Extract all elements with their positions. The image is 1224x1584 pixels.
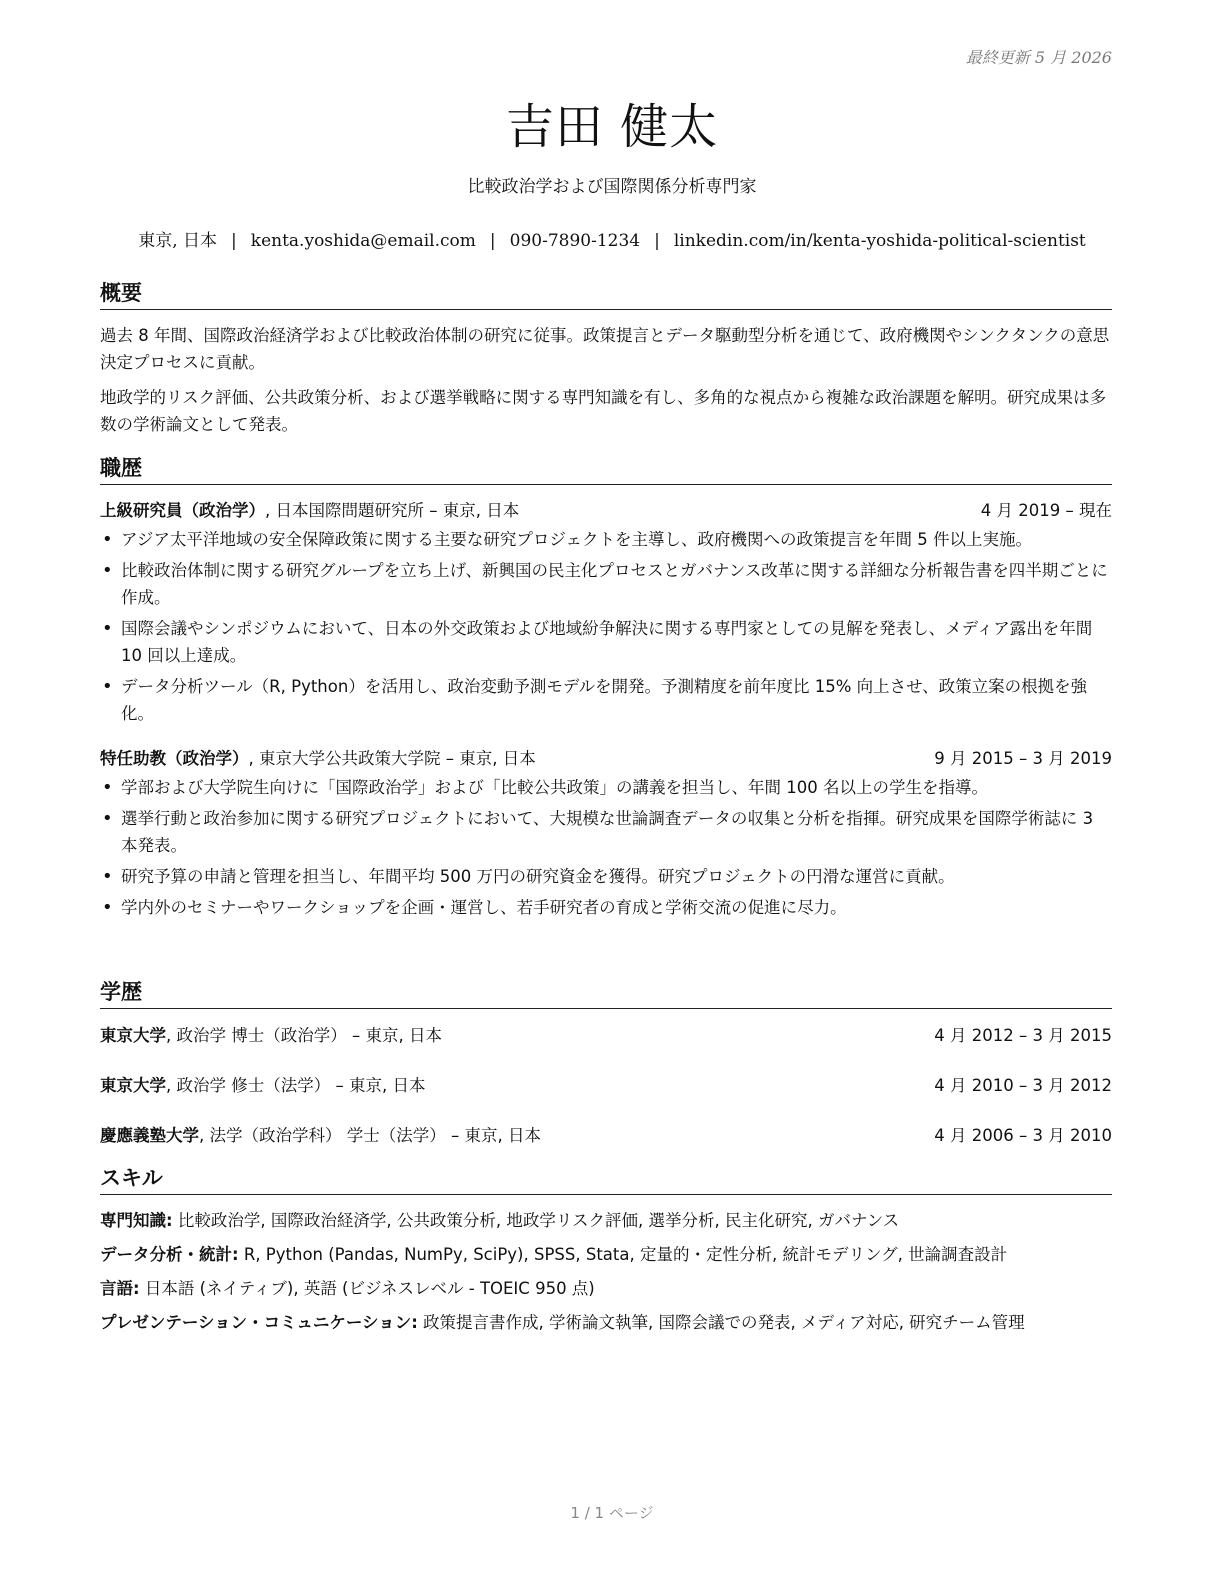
list-item: • 国際会議やシンポジウムにおいて、日本の外交政策および地域紛争解決に関する専門家としての見解を発表し、メディア露出を年間 10 回以上達成。 bbox=[100, 615, 1112, 669]
skill-row bbox=[100, 1241, 1112, 1268]
list-item: • アジア太平洋地域の安全保障政策に関する主要な研究プロジェクトを主導し、政府機関への政策提言を年間 5 件以上実施。 bbox=[100, 526, 1112, 553]
job-header bbox=[100, 745, 1112, 772]
skill-value: R, Python (Pandas, NumPy, SciPy), SPSS, Stata, 定量的・定性分析, 統計モデリング, 世論調査設計 bbox=[238, 1245, 1008, 1264]
job-bullets bbox=[100, 526, 1112, 727]
education-heading: 学歴 bbox=[100, 976, 1112, 1009]
summary-heading: 概要 bbox=[100, 277, 1112, 310]
skill-label: 言語: bbox=[100, 1279, 140, 1298]
page-number: 1 / 1 ページ bbox=[570, 1504, 654, 1522]
person-name: 吉田 健太 bbox=[505, 99, 719, 155]
education-dates: 4 月 2010 – 3 月 2012 bbox=[934, 1076, 1112, 1095]
skill-value: 比較政治学, 国際政治経済学, 公共政策分析, 地政学リスク評価, 選挙分析, 民主化研究, ガバナンス bbox=[172, 1211, 900, 1230]
contact-separator: | bbox=[654, 231, 660, 251]
list-item: • 比較政治体制に関する研究グループを立ち上げ、新興国の民主化プロセスとガバナンス改革に関する詳細な分析報告書を四半期ごとに作成。 bbox=[100, 557, 1112, 611]
contact-phone[interactable]: 090-7890-1234 bbox=[509, 231, 641, 251]
education-entry bbox=[100, 1122, 1112, 1149]
skills-section bbox=[100, 1162, 1112, 1336]
education-school: 東京大学 bbox=[100, 1076, 166, 1095]
job-dates: 4 月 2019 – 現在 bbox=[980, 501, 1112, 520]
job-title: 特任助教（政治学） bbox=[100, 749, 249, 768]
list-item: • データ分析ツール（R, Python）を活用し、政治変動予測モデルを開発。予測精度を前年度比 15% 向上させ、政策立案の根拠を強化。 bbox=[100, 673, 1112, 727]
contact-email[interactable]: kenta.yoshida@email.com bbox=[250, 231, 476, 251]
experience-section bbox=[100, 452, 1112, 925]
skill-label: データ分析・統計: bbox=[100, 1245, 239, 1264]
skill-value: 日本語 (ネイティブ), 英語 (ビジネスレベル - TOEIC 950 点) bbox=[139, 1279, 595, 1298]
skill-value: 政策提言書作成, 学術論文執筆, 国際会議での発表, メディア対応, 研究チーム管理 bbox=[417, 1313, 1025, 1332]
job-organization: , 日本国際問題研究所 – 東京, 日本 bbox=[265, 501, 520, 520]
list-item: • 選挙行動と政治参加に関する研究プロジェクトにおいて、大規模な世論調査データの収集と分析を指揮。研究成果を国際学術誌に 3 本発表。 bbox=[100, 805, 1112, 859]
skill-row bbox=[100, 1275, 1112, 1302]
experience-heading: 職歴 bbox=[100, 452, 1112, 485]
job-entry bbox=[100, 745, 1112, 921]
education-dates: 4 月 2006 – 3 月 2010 bbox=[934, 1126, 1112, 1145]
summary-paragraph: 地政学的リスク評価、公共政策分析、および選挙戦略に関する専門知識を有し、多角的な視点から複雑な政治課題を解明。研究成果は多数の学術論文として発表。 bbox=[100, 388, 1107, 434]
education-section bbox=[100, 976, 1112, 1149]
contact-linkedin[interactable]: linkedin.com/in/kenta-yoshida-political-scientist bbox=[673, 231, 1086, 251]
last-updated: 最終更新 5 月 2026 bbox=[965, 48, 1112, 67]
job-title: 上級研究員（政治学） bbox=[100, 501, 265, 520]
contact-separator: | bbox=[231, 231, 237, 251]
list-item: • 学部および大学院生向けに「国際政治学」および「比較公共政策」の講義を担当し、年間 100 名以上の学生を指導。 bbox=[100, 774, 1112, 801]
education-entry bbox=[100, 1022, 1112, 1049]
education-detail: , 政治学 修士（法学） – 東京, 日本 bbox=[166, 1076, 426, 1095]
job-header bbox=[100, 497, 1112, 524]
contact-location: 東京, 日本 bbox=[138, 231, 218, 251]
job-organization: , 東京大学公共政策大学院 – 東京, 日本 bbox=[248, 749, 536, 768]
skill-label: プレゼンテーション・コミュニケーション: bbox=[100, 1313, 418, 1332]
skill-row bbox=[100, 1309, 1112, 1336]
job-bullets bbox=[100, 774, 1112, 921]
contact-line bbox=[0, 226, 1224, 251]
education-detail: , 法学（政治学科） 学士（法学） – 東京, 日本 bbox=[199, 1126, 541, 1145]
summary-section bbox=[100, 277, 1112, 438]
education-school: 東京大学 bbox=[100, 1026, 166, 1045]
skill-label: 専門知識: bbox=[100, 1211, 173, 1230]
job-entry bbox=[100, 497, 1112, 727]
list-item: • 研究予算の申請と管理を担当し、年間平均 500 万円の研究資金を獲得。研究プロジェクトの円滑な運営に貢献。 bbox=[100, 863, 1112, 890]
skills-heading: スキル bbox=[100, 1162, 1112, 1195]
summary-paragraph: 過去 8 年間、国際政治経済学および比較政治体制の研究に従事。政策提言とデータ駆動型分析を通じて、政府機関やシンクタンクの意思決定プロセスに貢献。 bbox=[100, 326, 1110, 372]
education-school: 慶應義塾大学 bbox=[100, 1126, 199, 1145]
skill-row bbox=[100, 1207, 1112, 1234]
education-entry bbox=[100, 1072, 1112, 1099]
job-dates: 9 月 2015 – 3 月 2019 bbox=[934, 749, 1112, 768]
education-detail: , 政治学 博士（政治学） – 東京, 日本 bbox=[166, 1026, 442, 1045]
education-dates: 4 月 2012 – 3 月 2015 bbox=[934, 1026, 1112, 1045]
professional-title: 比較政治学および国際関係分析専門家 bbox=[467, 177, 757, 197]
contact-separator: | bbox=[489, 231, 496, 251]
list-item: • 学内外のセミナーやワークショップを企画・運営し、若手研究者の育成と学術交流の促進に尽力。 bbox=[100, 894, 1112, 921]
